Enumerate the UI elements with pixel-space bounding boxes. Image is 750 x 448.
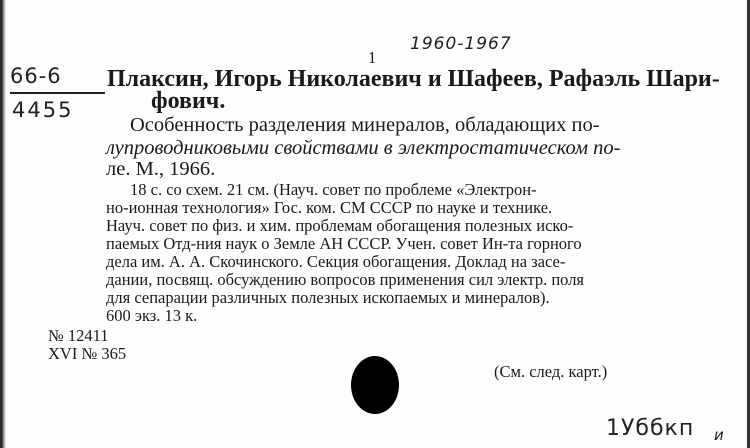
handwritten-inventory-suffix: и bbox=[714, 426, 724, 444]
handwritten-year-range: 1960-1967 bbox=[410, 34, 512, 54]
author-heading-line2: фович. bbox=[151, 88, 226, 114]
desc-line-7: для сепарации различных полезных ископаемых и минералов). bbox=[106, 288, 550, 307]
handwritten-inventory-mark: 1Уббкп bbox=[606, 416, 695, 441]
desc-line-5: дела им. А. А. Скочинского. Секция обогащения. Доклад на засе- bbox=[106, 252, 566, 271]
title-line-2: лупроводниковыми свойствами в электростатическом по- bbox=[106, 137, 621, 159]
desc-line-4: паемых Отд-ния наук о Земле АН СССР. Учен. совет Ин-та горного bbox=[106, 234, 582, 253]
desc-line-1: 18 с. со схем. 21 см. (Науч. совет по проблеме «Электрон- bbox=[130, 180, 537, 199]
desc-line-3: Науч. совет по физ. и хим. проблемам обогащения полезных иско- bbox=[106, 216, 574, 235]
title-line-1: Особенность разделения минералов, обладающих по- bbox=[130, 114, 600, 136]
card-left-edge bbox=[0, 0, 6, 448]
desc-line-6: дании, посвящ. обсуждению вопросов применения сил электр. поля bbox=[106, 270, 585, 289]
punch-hole bbox=[351, 356, 399, 414]
desc-line-8: 600 экз. 13 к. bbox=[106, 306, 198, 325]
handwritten-shelf-mark-top: 66-6 bbox=[10, 64, 62, 88]
see-next-card-note: (См. след. карт.) bbox=[494, 362, 608, 381]
sequence-number: 1 bbox=[368, 48, 377, 67]
author-heading-line1: Плаксин, Игорь Николаевич и Шафеев, Рафаэль Шари- bbox=[107, 66, 720, 92]
shelf-mark-underline bbox=[10, 92, 105, 94]
title-line-3: ле. М., 1966. bbox=[106, 158, 216, 180]
desc-line-2: но-ионная технология» Гос. ком. СМ СССР по науке и технике. bbox=[106, 198, 553, 217]
handwritten-shelf-mark-bottom: 4455 bbox=[12, 98, 74, 122]
card-number: № 12411 bbox=[48, 326, 109, 345]
series-number: XVI № 365 bbox=[48, 344, 127, 363]
